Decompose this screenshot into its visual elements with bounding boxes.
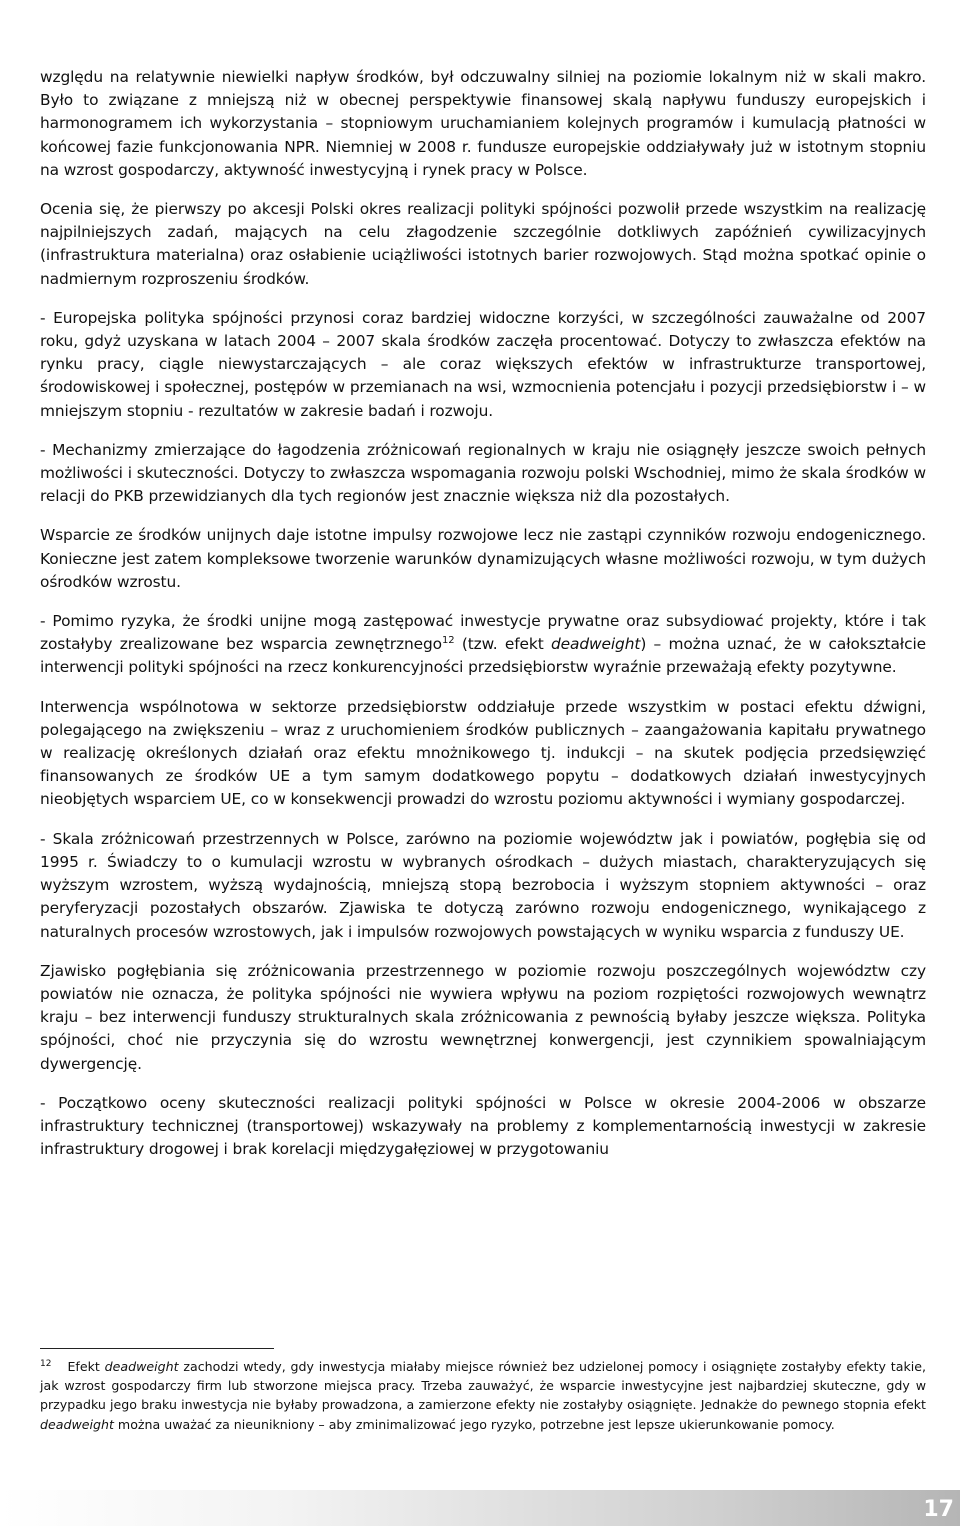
footnote-text: zachodzi wtedy, gdy inwestycja miałaby miejsce również bez udzielonej pomocy i osiągnięte zostałyby efekty takie, jak wzrost gospodarczy firm lub stworzone miejsca pracy. Trzeba zauważyć, że wsparcie inwestycyjne jest najbardziej skuteczne, gdy w przypadku jego braku inwestycja nie byłaby prowadzona, a zamierzone efekty nie zostałyby osiągnięte. Jednakże do pewnego stopnia efekt: [40, 1359, 927, 1413]
paragraph: [40, 66, 926, 182]
paragraph-text: Zjawisko pogłębiania się zróżnicowania przestrzennego w poziomie rozwoju poszczególnych województw czy powiatów nie oznacza, że polityka spójności nie wywiera wpływu na poziom rozpiętości rozwojowych wewnątrz kraju – bez interwencji funduszy strukturalnych skala zróżnicowania z pewnością byłaby jeszcze większa. Polityka spójności, choć nie przyczynia się do wzrostu wewnętrznej konwergencji, jest czynnikiem spowalniającym dywergencję.: [40, 961, 926, 1073]
footnote-number: 12: [40, 1359, 52, 1369]
emphasis-term: deadweight: [104, 1359, 179, 1374]
footnote-text: Efekt: [67, 1359, 105, 1374]
paragraph-text: - Pomimo ryzyka, że środki unijne mogą zastępować inwestycje prywatne oraz subsydiować projekty, które i tak zostałyby zrealizowane bez wsparcia zewnętrznego: [40, 612, 926, 654]
paragraph-text: - Europejska polityka spójności przynosi coraz bardziej widoczne korzyści, w szczególności zauważalne od 2007 roku, gdyż uzyskana w latach 2004 – 2007 skala środków zaczęła procentować. Dotyczy to zwłaszcza efektów na rynku pracy, ciągle niewystarczających – ale coraz większych efektów w infrastrukturze transportowej, środowiskowej i społecznej, postępów w przemianach na wsi, wzmocnienia potencjału i pozycji przedsiębiorstw i – w mniejszym stopniu - rezultatów w zakresie badań i rozwoju.: [40, 308, 926, 420]
paragraph-text: Wsparcie ze środków unijnych daje istotne impulsy rozwojowe lecz nie zastąpi czynników rozwoju endogenicznego. Konieczne jest zatem kompleksowe tworzenie warunków dynamizujących własne możliwości rozwoju, w tym dużych ośrodków wzrostu.: [40, 526, 926, 591]
paragraph-text: względu na relatywnie niewielki napływ środków, był odczuwalny silniej na poziomie lokalnym niż w skali makro. Było to związane z mniejszą niż w obecnej perspektywie finansowej skalą napływu funduszy europejskich i harmonogramem ich wykorzystania – stopniowym uruchamianiem kolejnych programów i kumulacją płatności w końcowej fazie funkcjonowania NPR. Niemniej w 2008 r. fundusze europejskie oddziaływały już w istotnym stopniu na wzrost gospodarczy, aktywność inwestycyjną i rynek pracy w Polsce.: [40, 68, 926, 179]
footnote-separator: [40, 1348, 274, 1349]
paragraph-text: - Początkowo oceny skuteczności realizacji polityki spójności w Polsce w okresie 2004-2006 w obszarze infrastruktury technicznej (transportowej) wskazywały na problemy z komplementarnością inwestycji w zakresie infrastruktury drogowej i brak korelacji międzygałęziowej w przygotowaniu: [40, 1093, 926, 1159]
paragraph: [40, 828, 926, 944]
paragraph-text: - Mechanizmy zmierzające do łagodzenia zróżnicowań regionalnych w kraju nie osiągnęły jeszcze swoich pełnych możliwości i skuteczności. Dotyczy to zwłaszcza wspomagania rozwoju polski Wschodniej, mimo że skala środków w relacji do PKB przewidzianych dla tych regionów jest znacznie większa niż dla pozostałych.: [40, 440, 926, 506]
emphasis-term: deadweight: [40, 1416, 114, 1432]
paragraph-text: ) – można uznać, że w całokształcie interwencji polityki spójności na rzecz konkurencyjności przedsiębiorstw wyraźnie przeważają efekty pozytywne.: [40, 635, 926, 677]
page-number: 17: [923, 1497, 954, 1522]
paragraph: [40, 696, 926, 812]
paragraph-text: Interwencja wspólnotowa w sektorze przedsiębiorstw oddziałuje przede wszystkim w postaci efektu dźwigni, polegającego na zwiększeniu – wraz z uruchomieniem środków publicznych – zaangażowania kapitału prywatnego w realizację określonych działań oraz efektu mnożnikowego tj. indukcji – na skutek podjęcia przedsięwzięć finansowanych ze środków UE a tym samym dodatkowego popytu – dodatkowych działań inwestycyjnych nieobjętych wsparciem UE, co w konsekwencji prowadzi do wzrostu poziomu aktywności i wymiany gospodarczej.: [40, 697, 926, 809]
paragraph-text: (tzw. efekt: [461, 635, 551, 654]
footer-bar: [0, 1490, 960, 1526]
emphasis-term: deadweight: [550, 635, 641, 654]
paragraph: [40, 960, 926, 1076]
paragraph: [40, 307, 926, 423]
paragraph: [40, 610, 926, 680]
footnote: [40, 1357, 926, 1434]
paragraph-text: - Skala zróżnicowań przestrzennych w Polsce, zarówno na poziomie województw jak i powiatów, pogłębia się od 1995 r. Świadczy to o kumulacji wzrostu w wybranych ośrodkach – dużych miastach, charakteryzujących się wyższym wzrostem, wyższą wydajnością, mniejszą stopą bezrobocia i wyższym stopniem aktywności – oraz peryferyzacji pozostałych obszarów. Zjawiska te dotyczą zarówno rozwoju endogenicznego, wynikającego z naturalnych procesów wzrostowych, jak i impulsów rozwojowych powstających w wyniku wsparcia z funduszy UE.: [40, 829, 926, 941]
paragraph: [40, 524, 926, 594]
paragraph: [40, 198, 926, 291]
paragraph: [40, 1092, 926, 1162]
footnote-reference[interactable]: 12: [441, 635, 455, 647]
body-text: [40, 66, 926, 1177]
paragraph: [40, 439, 926, 509]
footnote-text: można uważać za nieunikniony – aby zminimalizować jego ryzyko, potrzebne jest lepsze ukierunkowanie pomocy.: [113, 1416, 835, 1432]
paragraph-text: Ocenia się, że pierwszy po akcesji Polski okres realizacji polityki spójności pozwolił przede wszystkim na realizację najpilniejszych zadań, mających na celu złagodzenie szczególnie dotkliwych zapóźnień cywilizacyjnych (infrastruktura materialna) oraz osłabienie uciążliwości istotnych barier rozwojowych. Stąd można spotkać opinie o nadmiernym rozproszeniu środków.: [40, 200, 926, 288]
